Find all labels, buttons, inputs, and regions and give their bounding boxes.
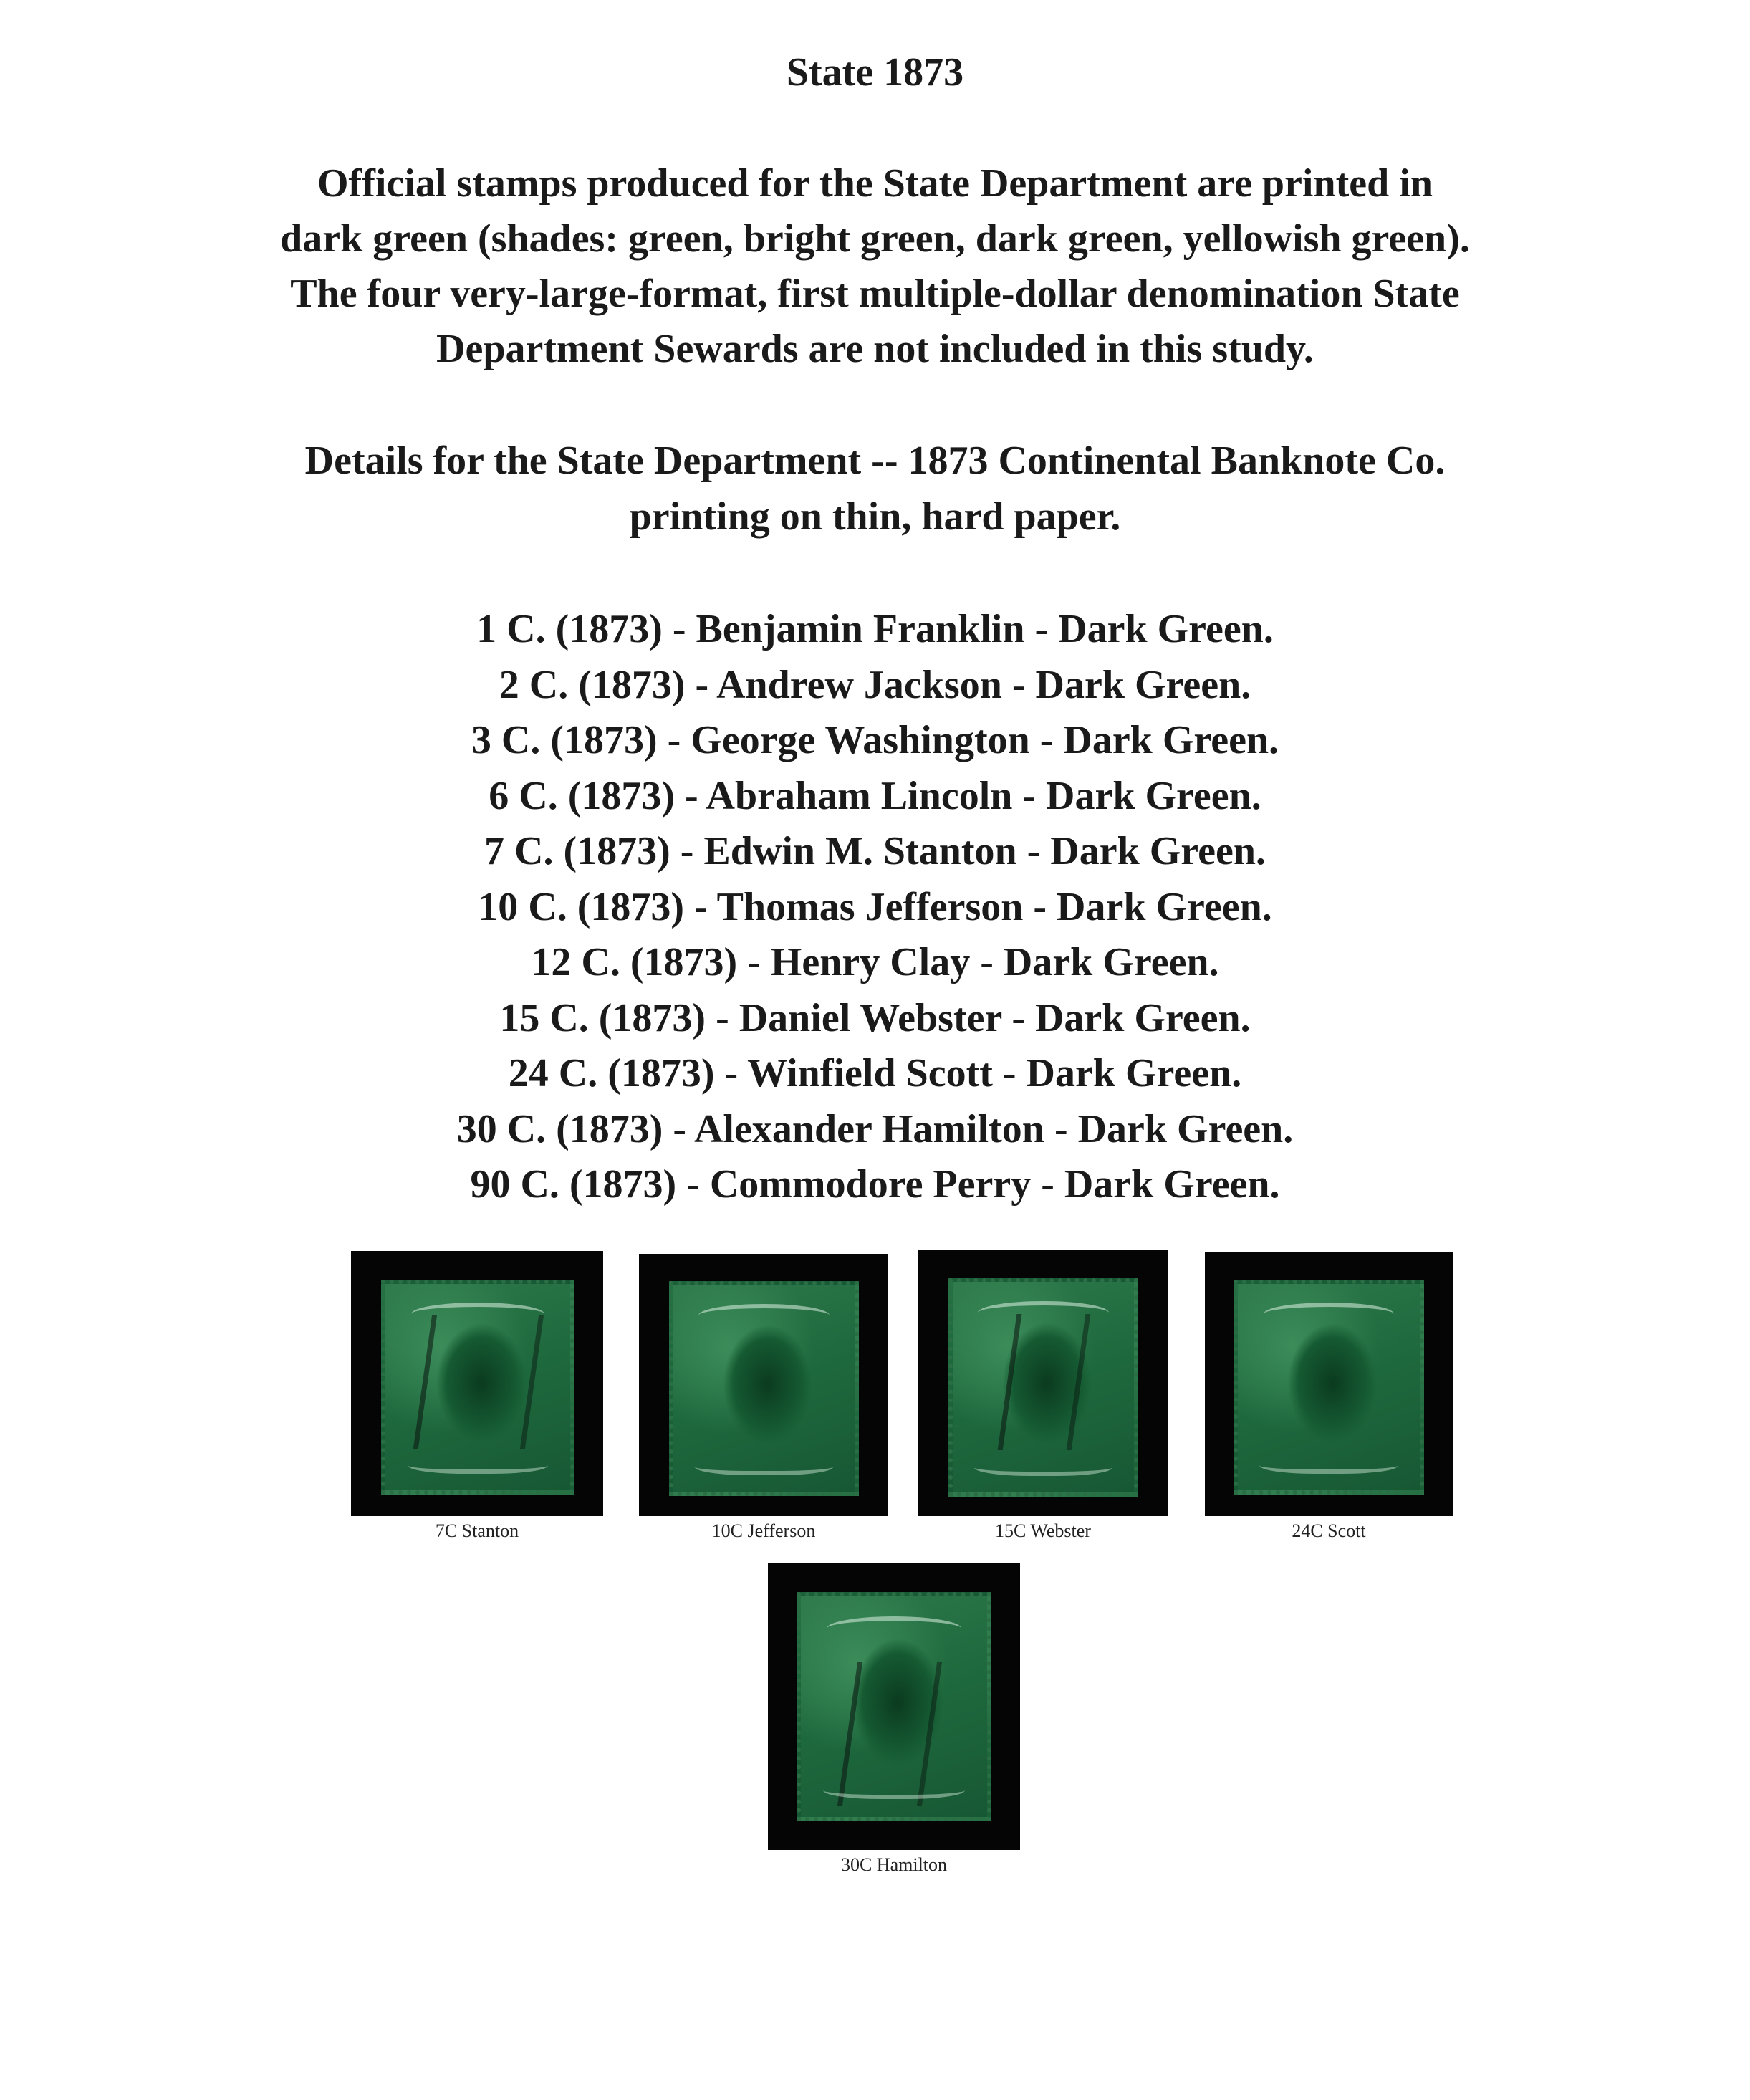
details-line: printing on thin, hard paper. bbox=[629, 494, 1121, 539]
details-line: Details for the State Department -- 1873 Continental Banknote Co. bbox=[304, 438, 1446, 483]
intro-line: Official stamps produced for the State Department are printed in bbox=[317, 161, 1433, 206]
details-paragraph bbox=[0, 433, 1750, 545]
stamp-image-scott bbox=[1205, 1252, 1453, 1516]
intro-line: dark green (shades: green, bright green, dark green, yellowish green). bbox=[280, 216, 1470, 261]
intro-line: Department Sewards are not included in this study. bbox=[436, 327, 1314, 371]
stamp-image-jefferson bbox=[639, 1254, 888, 1516]
cancellation-mark bbox=[998, 1314, 1090, 1450]
list-item: 24 C. (1873) - Winfield Scott - Dark Green. bbox=[508, 1051, 1242, 1095]
page-title: State 1873 bbox=[786, 50, 964, 95]
stamp-image-webster bbox=[918, 1250, 1168, 1516]
list-item: 10 C. (1873) - Thomas Jefferson - Dark Green. bbox=[478, 884, 1272, 929]
stamp-caption: 24C Scott bbox=[1292, 1520, 1366, 1541]
stamp-caption: 15C Webster bbox=[995, 1520, 1091, 1541]
list-item: 12 C. (1873) - Henry Clay - Dark Green. bbox=[531, 940, 1219, 984]
stamp-list bbox=[0, 602, 1750, 1213]
intro-line: The four very-large-format, first multiple-dollar denomination State bbox=[290, 272, 1460, 316]
cancellation-mark bbox=[413, 1315, 543, 1449]
stamp-image-stanton bbox=[351, 1251, 603, 1516]
list-item: 1 C. (1873) - Benjamin Franklin - Dark Green. bbox=[476, 607, 1274, 651]
list-item: 90 C. (1873) - Commodore Perry - Dark Green. bbox=[470, 1162, 1280, 1207]
stamp-caption: 10C Jefferson bbox=[711, 1520, 816, 1541]
intro-paragraph bbox=[0, 156, 1750, 377]
stamp-caption: 30C Hamilton bbox=[840, 1854, 948, 1875]
list-item: 6 C. (1873) - Abraham Lincoln - Dark Green. bbox=[489, 773, 1261, 818]
list-item: 7 C. (1873) - Edwin M. Stanton - Dark Green. bbox=[484, 829, 1266, 873]
list-item: 30 C. (1873) - Alexander Hamilton - Dark Green. bbox=[456, 1106, 1294, 1151]
stamp-caption: 7C Stanton bbox=[435, 1520, 519, 1541]
cancellation-mark bbox=[837, 1662, 942, 1806]
list-item: 15 C. (1873) - Daniel Webster - Dark Green. bbox=[499, 995, 1251, 1040]
list-item: 3 C. (1873) - George Washington - Dark Green. bbox=[471, 718, 1279, 762]
list-item: 2 C. (1873) - Andrew Jackson - Dark Green. bbox=[499, 662, 1251, 707]
stamp-image-hamilton bbox=[768, 1563, 1020, 1850]
